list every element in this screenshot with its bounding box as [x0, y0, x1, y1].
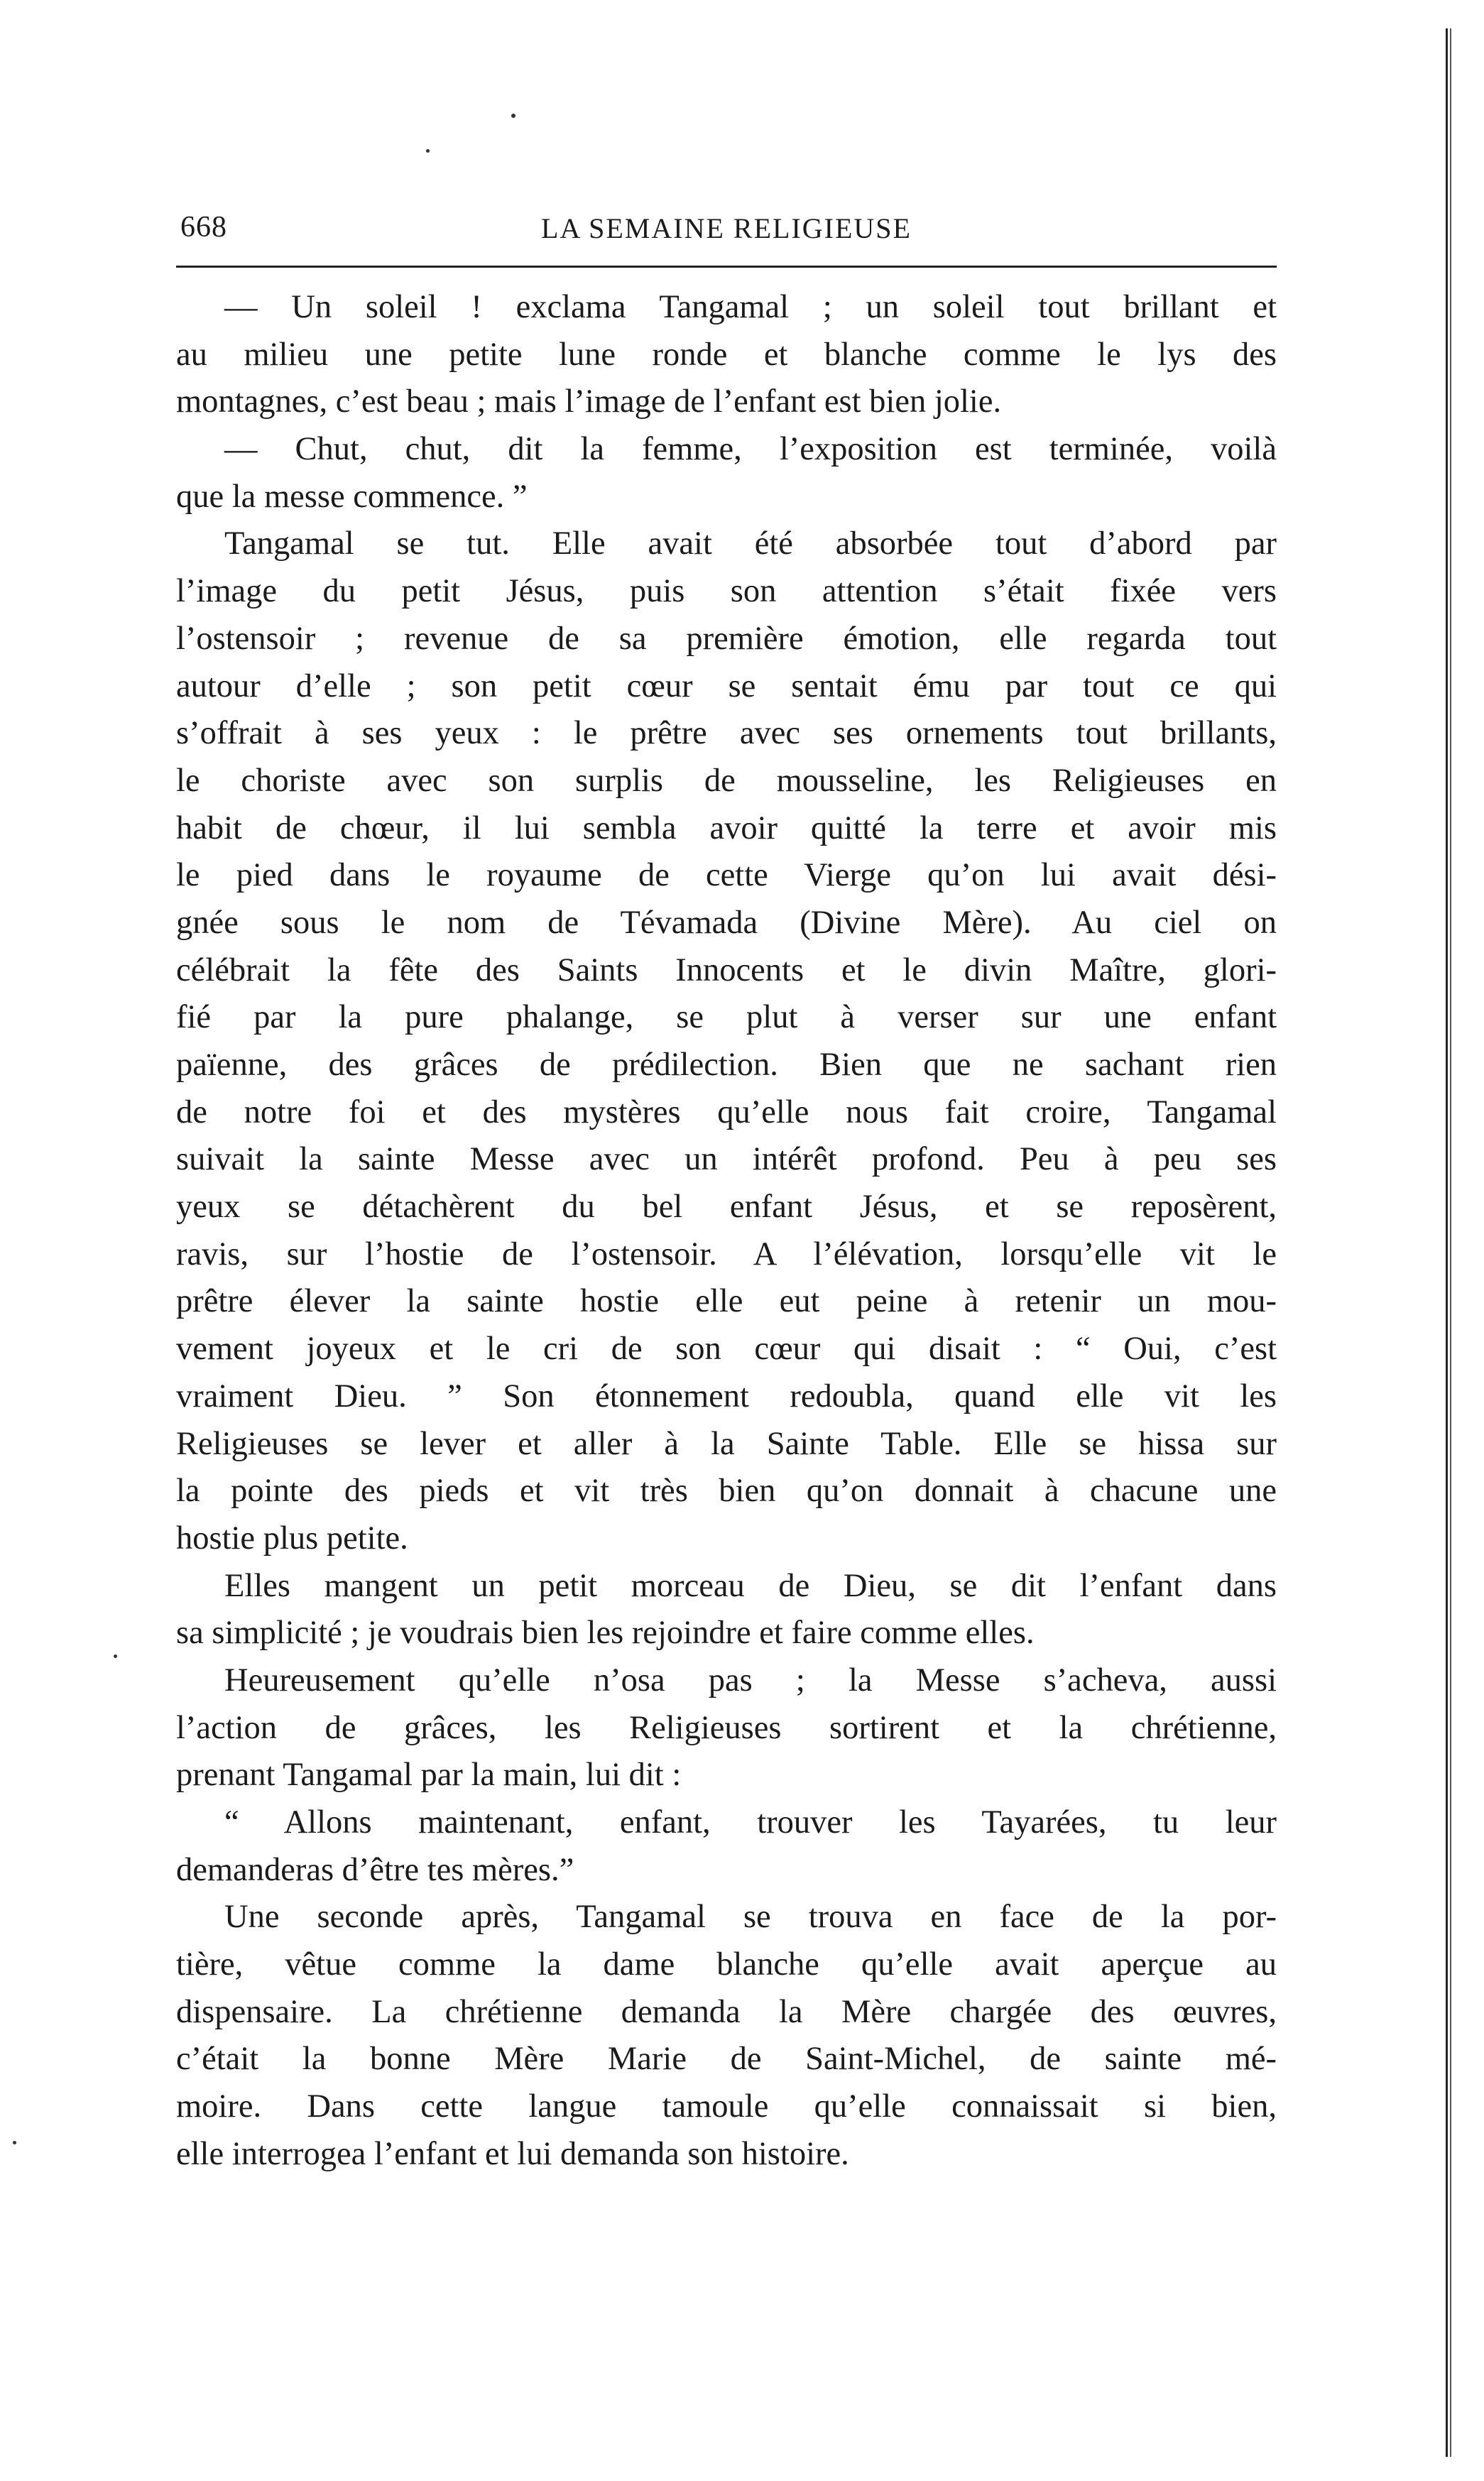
text-line: Tangamal se tut. Elle avait été absorbée tout d’abord par [224, 525, 1277, 562]
text-line: sa simplicité ; je voudrais bien les rejoindre et faire comme elles. [176, 1615, 1035, 1652]
text-line: autour d’elle ; son petit cœur se sentait ému par tout ce qui [176, 667, 1277, 704]
page-edge-shadow [1446, 28, 1453, 2457]
text-line: “ Allons maintenant, enfant, trouver les Tayarées, tu leur [224, 1804, 1277, 1841]
text-line: que la messe commence. ” [176, 478, 528, 515]
text-line: au milieu une petite lune ronde et blanche comme le lys des [176, 336, 1277, 373]
text-line: Religieuses se lever et aller à la Sainte Table. Elle se hissa sur [176, 1425, 1277, 1462]
text-line: gnée sous le nom de Tévamada (Divine Mère). Au ciel on [176, 904, 1277, 941]
text-line: montagnes, c’est beau ; mais l’image de l’enfant est bien jolie. [176, 383, 1002, 420]
text-line: dispensaire. La chrétienne demanda la Mère chargée des œuvres, [176, 1993, 1277, 2030]
text-line: — Un soleil ! exclama Tangamal ; un soleil tout brillant et [224, 289, 1277, 325]
text-line: célébrait la fête des Saints Innocents et le divin Maître, glori- [176, 951, 1277, 988]
text-line: — Chut, chut, dit la femme, l’exposition est terminée, voilà [224, 431, 1277, 468]
text-line: prêtre élever la sainte hostie elle eut peine à retenir un mou- [176, 1283, 1277, 1320]
text-line: païenne, des grâces de prédilection. Bien que ne sachant rien [176, 1047, 1277, 1083]
text-line: fié par la pure phalange, se plut à verser sur une enfant [176, 999, 1277, 1036]
text-line: elle interrogea l’enfant et lui demanda son histoire. [176, 2135, 849, 2172]
text-line: c’était la bonne Mère Marie de Saint-Michel, de sainte mé- [176, 2041, 1277, 2078]
text-line: l’image du petit Jésus, puis son attention s’était fixée vers [176, 573, 1277, 610]
running-head: LA SEMAINE RELIGIEUSE [541, 212, 912, 244]
text-line: l’ostensoir ; revenue de sa première émotion, elle regarda tout [176, 620, 1277, 657]
text-line: le pied dans le royaume de cette Vierge qu’on lui avait dési- [176, 857, 1277, 894]
ink-speck [114, 1654, 117, 1658]
text-line: la pointe des pieds et vit très bien qu’on donnait à chacune une [176, 1473, 1277, 1510]
text-line: s’offrait à ses yeux : le prêtre avec ses ornements tout brillants, [176, 715, 1277, 752]
text-line: hostie plus petite. [176, 1520, 408, 1556]
text-line: demanderas d’être tes mères.” [176, 1851, 574, 1888]
ink-speck [13, 2141, 16, 2144]
header-rule [176, 266, 1277, 268]
text-line: Une seconde après, Tangamal se trouva en face de la por- [224, 1899, 1277, 1936]
text-line: yeux se détachèrent du bel enfant Jésus, et se reposèrent, [176, 1189, 1277, 1226]
text-line: vement joyeux et le cri de son cœur qui disait : “ Oui, c’est [176, 1331, 1277, 1368]
text-line: vraiment Dieu. ” Son étonnement redoubla, quand elle vit les [176, 1378, 1277, 1414]
text-line: tière, vêtue comme la dame blanche qu’elle avait aperçue au [176, 1946, 1277, 1983]
text-line: l’action de grâces, les Religieuses sortirent et la chrétienne, [176, 1709, 1277, 1746]
ink-speck [426, 149, 430, 153]
page-number: 668 [180, 211, 227, 244]
text-line: habit de chœur, il lui sembla avoir quitté la terre et avoir mis [176, 809, 1277, 846]
text-line: moire. Dans cette langue tamoule qu’elle connaissait si bien, [176, 2088, 1277, 2125]
ink-speck [511, 114, 515, 118]
text-line: de notre foi et des mystères qu’elle nous fait croire, Tangamal [176, 1094, 1277, 1130]
text-line: Elles mangent un petit morceau de Dieu, se dit l’enfant dans [224, 1567, 1277, 1604]
text-line: prenant Tangamal par la main, lui dit : [176, 1757, 682, 1794]
text-line: suivait la sainte Messe avec un intérêt profond. Peu à peu ses [176, 1141, 1277, 1178]
text-line: le choriste avec son surplis de mousseline, les Religieuses en [176, 762, 1277, 799]
text-line: ravis, sur l’hostie de l’ostensoir. A l’élévation, lorsqu’elle vit le [176, 1236, 1277, 1272]
page-header [176, 210, 1277, 253]
text-line: Heureusement qu’elle n’osa pas ; la Messe s’acheva, aussi [224, 1662, 1277, 1698]
body-text [176, 284, 1277, 2179]
